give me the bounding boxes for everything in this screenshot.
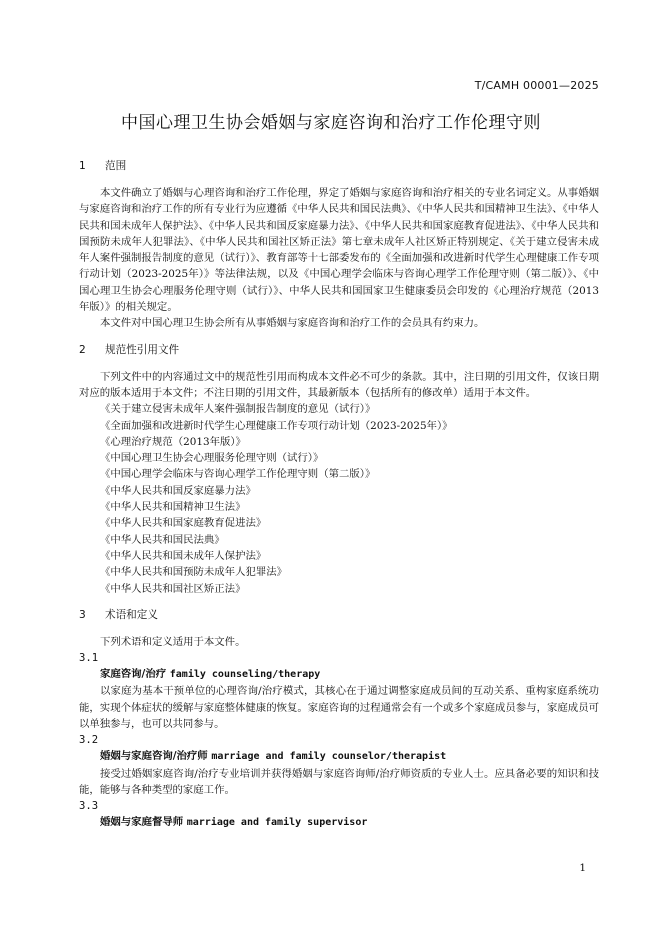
- document-body: [79, 158, 599, 832]
- reference-item: 《中华人民共和国预防未成年人犯罪法》: [100, 566, 288, 579]
- term-name: [79, 666, 599, 683]
- term-definition: 接受过婚姻家庭咨询/治疗专业培训并获得婚姻与家庭咨询师/治疗师资质的专业人士。应具备必要的知识和技能，能够与各种类型的家庭工作。: [79, 767, 599, 796]
- document-title: 中国心理卫生协会婚姻与家庭咨询和治疗工作伦理守则: [121, 113, 541, 133]
- term-name-zh: 家庭咨询/治疗: [100, 668, 167, 681]
- section-number: 1: [79, 160, 86, 172]
- reference-item: 《中华人民共和国精神卫生法》: [100, 501, 246, 514]
- reference-item: 《心理治疗规范（2013年版）》: [100, 435, 246, 448]
- normative-intro: 下列文件中的内容通过文中的规范性引用而构成本文件必不可少的条款。其中，注日期的引用文件，仅该日期对应的版本适用于本文件；不注日期的引用文件，其最新版本（包括所有的修改单）适用于本文件。: [79, 370, 599, 399]
- term-number: 3.3: [79, 800, 99, 813]
- reference-item: 《中华人民共和国家庭教育促进法》: [100, 517, 267, 530]
- section-number: 2: [79, 343, 86, 356]
- section-heading-normative-references: [79, 342, 599, 360]
- reference-item: 《中华人民共和国社区矫正法》: [100, 582, 246, 595]
- reference-item: 《关于建立侵害未成年人案件强制报告制度的意见（试行）》: [100, 403, 376, 416]
- term-name: [79, 748, 599, 765]
- term-number: 3.1: [79, 652, 99, 665]
- page-number: 1: [579, 862, 586, 874]
- reference-item: 《中国心理卫生协会心理服务伦理守则（试行）》: [100, 452, 324, 465]
- term-number: 3.2: [79, 734, 99, 747]
- section-title: 规范性引用文件: [105, 343, 180, 356]
- term-name-en: marriage and family supervisor: [186, 817, 368, 829]
- scope-paragraph: 本文件确立了婚姻与心理咨询和治疗工作伦理，界定了婚姻与家庭咨询和治疗相关的专业名词定义。从事婚姻与家庭咨询和治疗工作的所有专业行为应遵循《中华人民共和国民法典》、《中华人民共和国精神卫生法》、《中华人民共和国未成年人保护法》、《中华人民共和国反家庭暴力法》、《中华人民共和国家庭教育促进法》、《中华人民共和国预防未成年人犯罪法》、《中华人民共和国社区矫正法》第七章未成年人社区矫正特别规定、《关于建立侵害未成年人案件强制报告制度的意见（试行）》、教育部等十七部委发布的《全面加强和改进新时代学生心理健康工作专项行动计划（2023-2025年）》等法律法规，以及《中国心理学会临床与咨询心理学工作伦理守则（第二版）》、《中国心理卫生协会心理服务伦理守则（试行）》、中华人民共和国国家卫生健康委员会印发的《心理治疗规范（2013年版）》的相关规定。: [79, 187, 599, 314]
- reference-list: [79, 401, 599, 597]
- term-name-zh: 婚姻与家庭督导师: [100, 816, 184, 829]
- reference-item: 《中华人民共和国反家庭暴力法》: [100, 484, 256, 497]
- section-title: 范围: [105, 160, 127, 172]
- section-title: 术语和定义: [105, 608, 158, 621]
- term-name-en: marriage and family counselor/therapist: [211, 751, 447, 763]
- section-heading-scope: [79, 158, 599, 176]
- term-definition: 以家庭为基本干预单位的心理咨询/治疗模式，其核心在于通过调整家庭成员间的互动关系、重构家庭系统功能，实现个体症状的缓解与家庭整体健康的恢复。家庭咨询的过程通常会有一个或多个家庭成员参与，家庭成员可以单独参与，也可以共同参与。: [79, 685, 599, 731]
- reference-item: 《中华人民共和国民法典》: [100, 533, 225, 546]
- scope-paragraph: 本文件对中国心理卫生协会所有从事婚姻与家庭咨询和治疗工作的会员具有约束力。: [100, 317, 485, 330]
- section-heading-terms: [79, 607, 599, 625]
- term-name-zh: 婚姻与家庭咨询/治疗师: [100, 750, 208, 763]
- reference-item: 《中华人民共和国未成年人保护法》: [100, 549, 267, 562]
- document-number: T/CAMH 00001—2025: [474, 79, 599, 92]
- term-name: [79, 814, 599, 831]
- reference-item: 《中国心理学会临床与咨询心理学工作伦理守则（第二版）》: [100, 468, 376, 481]
- section-number: 3: [79, 608, 86, 621]
- reference-item: 《全面加强和改进新时代学生心理健康工作专项行动计划（2023-2025年）》: [100, 419, 453, 432]
- terms-intro: 下列术语和定义适用于本文件。: [100, 635, 246, 648]
- term-name-en: family counseling/therapy: [169, 669, 321, 681]
